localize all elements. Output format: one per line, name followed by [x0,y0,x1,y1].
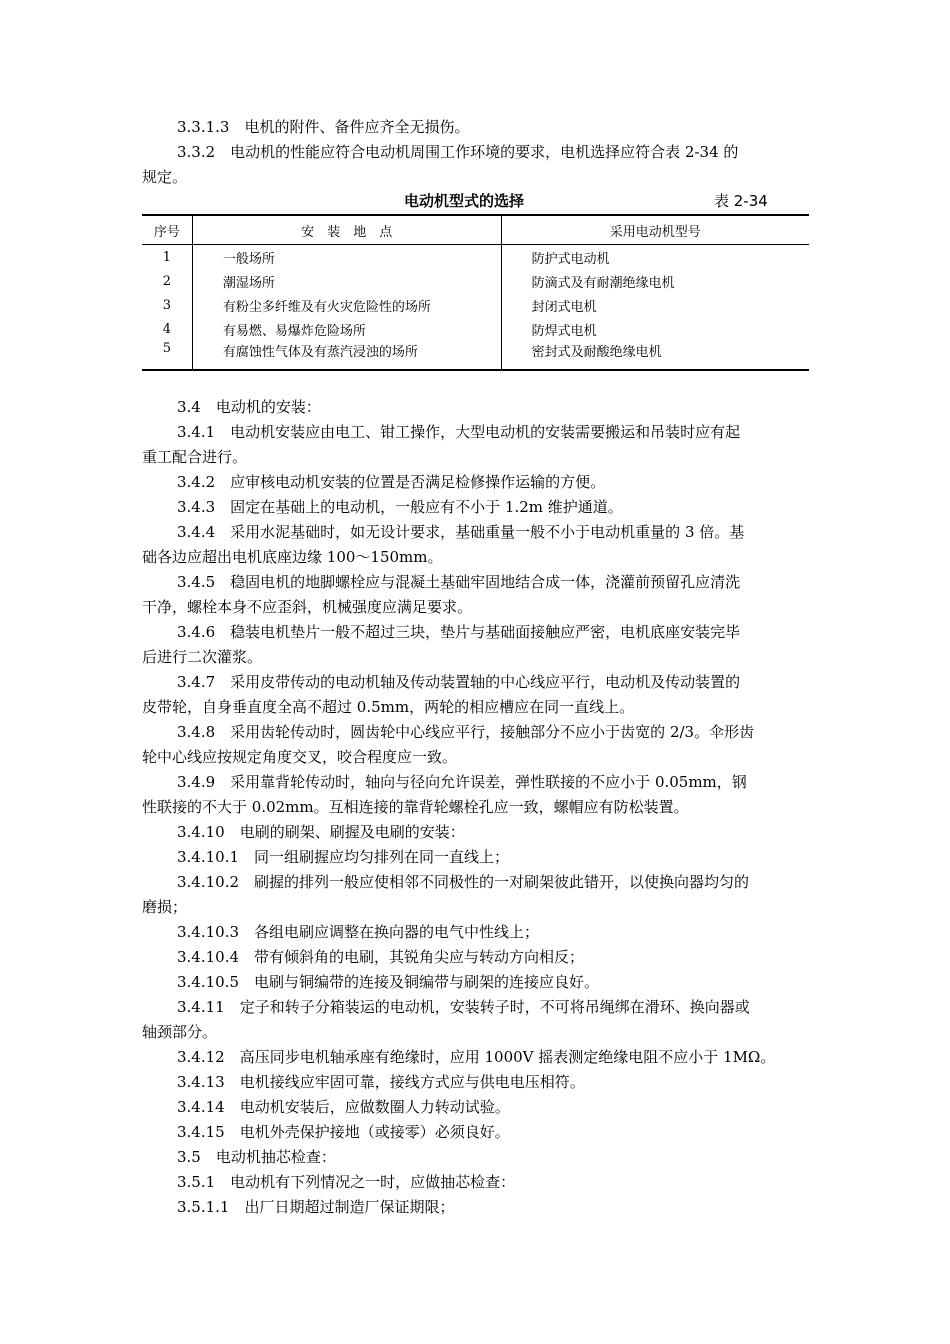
row-motor-type: 防滴式及有耐潮绝缘电机 [531,275,675,291]
paragraph-3-5-1-1: 3.5.1.1 出厂日期超过制造厂保证期限； [177,1198,455,1216]
row-no: 2 [142,269,192,293]
row-no: 4 [142,317,192,341]
paragraph-3-4-5: 3.4.5 稳固电机的地脚螺栓应与混凝土基础牢固地结合成一体，浇灌前预留孔应清洗 [177,573,741,591]
paragraph-3-4-10: 3.4.10 电刷的刷架、刷握及电刷的安装： [177,823,465,841]
row-location: 一般场所 [192,245,501,270]
table-row [142,269,809,293]
paragraph-3-4-14: 3.4.14 电动机安装后，应做数圈人力转动试验。 [177,1098,510,1116]
motor-type-table [142,214,809,371]
paragraph-3-4-11: 3.4.11 定子和转子分箱装运的电动机，安装转子时，不可将吊绳绑在滑环、换向器或 [177,998,750,1016]
paragraph-3-4-4-cont: 础各边应超出电机底座边缘 100～150mm。 [142,548,443,566]
paragraph-3-4-8: 3.4.8 采用齿轮传动时，圆齿轮中心线应平行，接触部分不应小于齿宽的 2/3。伞形齿 [177,723,755,741]
paragraph-3-4-10-2: 3.4.10.2 刷握的排列一般应使相邻不同极性的一对刷架彼此错开，以使换向器均匀的 [177,873,750,891]
row-no: 5 [142,341,192,370]
paragraph-3-3-2: 3.3.2 电动机的性能应符合电动机周围工作环境的要求，电机选择应符合表 2-34 的 [177,143,739,161]
paragraph-3-5: 3.5 电动机抽芯检查： [177,1148,336,1166]
row-motor-type: 防焊式电机 [531,323,597,339]
table-caption [142,190,812,214]
row-motor-type: 密封式及耐酸绝缘电机 [501,341,809,370]
paragraph-3-4-13: 3.4.13 电机接线应牢固可靠，接线方式应与供电电压相符。 [177,1073,585,1091]
paragraph-3-4-1-cont: 重工配合进行。 [142,448,248,466]
table-row [142,317,809,341]
paragraph-3-4: 3.4 电动机的安装： [177,398,321,416]
paragraph-3-4-6: 3.4.6 稳装电机垫片一般不超过三块，垫片与基础面接触应严密，电机底座安装完毕 [177,623,741,641]
paragraph-3-4-2: 3.4.2 应审核电动机安装的位置是否满足检修操作运输的方便。 [177,473,606,491]
row-motor-type: 封闭式电机 [531,299,597,315]
paragraph-3-4-10-5: 3.4.10.5 电刷与铜编带的连接及铜编带与刷架的连接应良好。 [177,973,600,991]
paragraph-3-4-10-3: 3.4.10.3 各组电刷应调整在换向器的电气中性线上； [177,923,540,941]
paragraph-3-4-7: 3.4.7 采用皮带传动的电动机轴及传动装置轴的中心线应平行，电动机及传动装置的 [177,673,741,691]
table-number: 表 2-34 [714,192,768,210]
paragraph-3-4-11-cont: 轴颈部分。 [142,1023,218,1041]
header-location: 安 装 地 点 [192,215,501,245]
paragraph-3-4-9: 3.4.9 采用靠背轮传动时，轴向与径向允许误差，弹性联接的不应小于 0.05mm，钢 [177,773,747,791]
paragraph-3-4-4: 3.4.4 采用水泥基础时，如无设计要求，基础重量一般不小于电动机重量的 3 倍。基 [177,523,745,541]
table-header-row [142,215,809,245]
paragraph-3-4-10-1: 3.4.10.1 同一组刷握应均匀排列在同一直线上； [177,848,510,866]
paragraph-3-4-5-cont: 干净，螺栓本身不应歪斜，机械强度应满足要求。 [142,598,473,616]
paragraph-3-4-10-2-cont: 磨损； [142,898,188,916]
table-row [142,341,809,370]
paragraph-3-3-2-cont: 规定。 [142,168,188,186]
paragraph-3-3-1-3: 3.3.1.3 电机的附件、备件应齐全无损伤。 [177,118,470,136]
paragraph-3-4-8-cont: 轮中心线应按规定角度交叉，咬合程度应一致。 [142,748,458,766]
paragraph-3-5-1: 3.5.1 电动机有下列情况之一时，应做抽芯检查： [177,1173,516,1191]
header-no: 序号 [142,215,192,245]
paragraph-3-4-6-cont: 后进行二次灌浆。 [142,648,263,666]
row-location: 潮湿场所 [192,269,501,293]
header-motor-type: 采用电动机型号 [501,215,809,245]
row-location: 有粉尘多纤维及有火灾危险性的场所 [192,293,501,317]
paragraph-3-4-1: 3.4.1 电动机安装应由电工、钳工操作，大型电动机的安装需要搬运和吊装时应有起 [177,423,741,441]
paragraph-3-4-3: 3.4.3 固定在基础上的电动机，一般应有不小于 1.2m 维护通道。 [177,498,623,516]
table-title: 电动机型式的选择 [404,192,525,210]
paragraph-3-4-15: 3.4.15 电机外壳保护接地（或接零）必须良好。 [177,1123,510,1141]
row-location: 有易燃、易爆炸危险场所 [192,317,501,341]
table-row [142,245,809,270]
row-no: 1 [142,245,192,270]
paragraph-3-4-7-cont: 皮带轮，自身垂直度全高不超过 0.5mm，两轮的相应槽应在同一直线上。 [142,698,635,716]
table-row [142,293,809,317]
row-location: 有腐蚀性气体及有蒸汽浸浊的场所 [192,341,501,370]
row-motor-type: 防护式电动机 [531,251,610,267]
row-no: 3 [142,293,192,317]
paragraph-3-4-9-cont: 性联接的不大于 0.02mm。互相连接的靠背轮螺栓孔应一致，螺帽应有防松装置。 [142,798,689,816]
paragraph-3-4-10-4: 3.4.10.4 带有倾斜角的电刷，其锐角尖应与转动方向相反； [177,948,585,966]
paragraph-3-4-12: 3.4.12 高压同步电机轴承座有绝缘时，应用 1000V 摇表测定绝缘电阻不应小于 1MΩ。 [177,1048,776,1066]
